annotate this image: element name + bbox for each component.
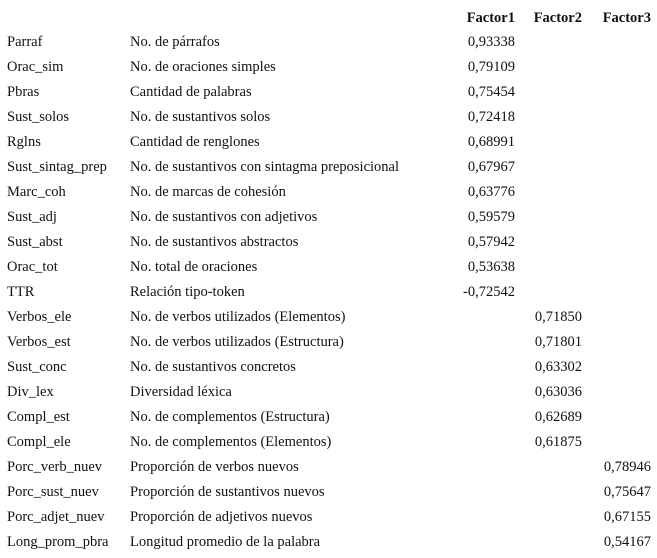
table-row (0, 305, 657, 330)
variable-description: No. de sustantivos abstractos (130, 234, 299, 250)
variable-description: No. de párrafos (130, 34, 220, 50)
table-row (0, 530, 657, 555)
factor1-loading: 0,59579 (467, 209, 515, 225)
factor3-loading: 0,75647 (603, 484, 651, 500)
table-row (0, 455, 657, 480)
variable-code: Porc_verb_nuev (7, 459, 103, 475)
factor1-loading: 0,53638 (467, 259, 515, 275)
table-row (0, 205, 657, 230)
variable-code: Sust_adj (7, 209, 57, 225)
factor2-loading: 0,61875 (534, 434, 582, 450)
factor3-loading: 0,54167 (603, 534, 651, 550)
factor2-loading: 0,71801 (534, 334, 582, 350)
variable-description: Proporción de verbos nuevos (130, 459, 299, 475)
variable-code: Porc_sust_nuev (7, 484, 99, 500)
table-row (0, 255, 657, 280)
variable-description: Cantidad de renglones (130, 134, 260, 150)
variable-code: Sust_sintag_prep (7, 159, 107, 175)
table-row (0, 280, 657, 305)
variable-description: No. de sustantivos con sintagma preposicional (130, 159, 400, 175)
variable-description: No. de complementos (Elementos) (130, 434, 332, 450)
factor1-loading: 0,57942 (467, 234, 515, 250)
table-row (0, 405, 657, 430)
factor2-loading: 0,62689 (534, 409, 582, 425)
header-factor3: Factor3 (602, 10, 651, 26)
table-row (0, 380, 657, 405)
variable-code: Compl_ele (7, 434, 71, 450)
factor2-loading: 0,63302 (534, 359, 582, 375)
variable-description: Cantidad de palabras (130, 84, 252, 100)
variable-description: No. de verbos utilizados (Elementos) (130, 309, 346, 325)
variable-code: Porc_adjet_nuev (7, 509, 105, 525)
variable-code: Pbras (7, 84, 40, 100)
variable-description: Diversidad léxica (130, 384, 232, 400)
variable-description: No. de sustantivos con adjetivos (130, 209, 318, 225)
factor1-loading: 0,79109 (467, 59, 515, 75)
factor3-loading: 0,67155 (603, 509, 651, 525)
factor1-loading: 0,75454 (467, 84, 515, 100)
table-row (0, 230, 657, 255)
table-row (0, 55, 657, 80)
variable-code: Marc_coh (7, 184, 66, 200)
variable-code: Parraf (7, 34, 43, 50)
variable-code: Div_lex (7, 384, 54, 400)
table-row (0, 155, 657, 180)
factor1-loading: 0,68991 (467, 134, 515, 150)
variable-description: Longitud promedio de la palabra (130, 534, 321, 550)
factor2-loading: 0,63036 (534, 384, 582, 400)
variable-code: Verbos_est (7, 334, 71, 350)
variable-description: No. de sustantivos solos (130, 109, 271, 125)
variable-code: TTR (7, 284, 35, 300)
variable-code: Sust_abst (7, 234, 63, 250)
table-row (0, 180, 657, 205)
header-factor1: Factor1 (466, 10, 515, 26)
table-row (0, 480, 657, 505)
variable-code: Rglns (7, 134, 41, 150)
table-row (0, 330, 657, 355)
variable-code: Sust_conc (7, 359, 67, 375)
variable-description: No. total de oraciones (130, 259, 258, 275)
variable-description: No. de marcas de cohesión (130, 184, 286, 200)
variable-description: No. de sustantivos concretos (130, 359, 296, 375)
variable-code: Sust_solos (7, 109, 70, 125)
table-row (0, 30, 657, 55)
table-row (0, 130, 657, 155)
table-row (0, 430, 657, 455)
variable-description: Proporción de sustantivos nuevos (130, 484, 325, 500)
variable-description: No. de verbos utilizados (Estructura) (130, 334, 344, 350)
factor1-loading: 0,67967 (467, 159, 515, 175)
factor1-loading: 0,72418 (467, 109, 515, 125)
table-row (0, 105, 657, 130)
table-row (0, 505, 657, 530)
factor2-loading: 0,71850 (534, 309, 582, 325)
variable-code: Orac_sim (7, 59, 64, 75)
variable-code: Long_prom_pbra (7, 534, 109, 550)
variable-description: No. de oraciones simples (130, 59, 276, 75)
factor1-loading: 0,63776 (467, 184, 515, 200)
factor1-loading: -0,72542 (463, 284, 515, 300)
table-row (0, 80, 657, 105)
variable-code: Verbos_ele (7, 309, 72, 325)
table-row (0, 355, 657, 380)
factor1-loading: 0,93338 (467, 34, 515, 50)
variable-description: No. de complementos (Estructura) (130, 409, 330, 425)
header-factor2: Factor2 (533, 10, 582, 26)
variable-description: Relación tipo-token (130, 284, 245, 300)
variable-description: Proporción de adjetivos nuevos (130, 509, 313, 525)
factor3-loading: 0,78946 (603, 459, 651, 475)
variable-code: Orac_tot (7, 259, 58, 275)
variable-code: Compl_est (7, 409, 70, 425)
